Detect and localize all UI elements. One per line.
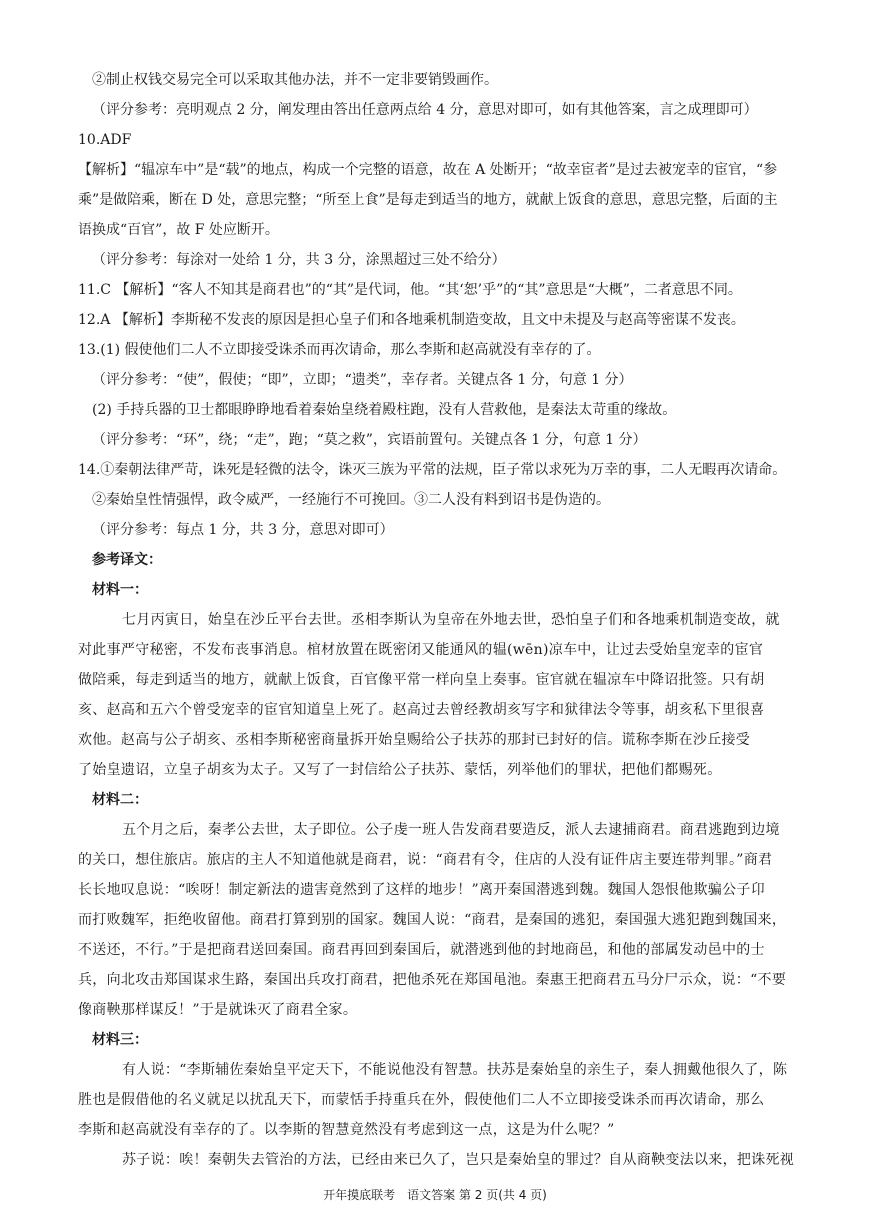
translation-heading: 参考译文： xyxy=(92,552,162,568)
answer-10: 10.ADF xyxy=(78,132,132,148)
answer-11: 11.C 【解析】“客人不知其是商君也”的“其”是代词，他。“其‘恕’乎”的“其”意思是“大概”，二者意思不同。 xyxy=(78,282,742,298)
analysis-10-line-2: 乘”是做陪乘，断在 D 处，意思完整；“所至上食”是每走到适当的地方，就献上饭食的意思，意思完整，后面的主 xyxy=(78,192,778,208)
material-2-line-4: 而打败魏军，拒绝收留他。商君打算到别的国家。魏国人说：“商君，是秦国的逃犯，秦国强大逃犯跑到魏国来， xyxy=(78,912,787,928)
scoring-note-10: （评分参考：每涂对一处给 1 分，共 3 分，涂黑超过三处不给分） xyxy=(92,252,506,268)
answer-13-part-1: 13.(1) 假使他们二人不立即接受诛杀而再次请命，那么李斯和赵高就没有幸存的了。 xyxy=(78,342,601,358)
material-1-line-3: 做陪乘，每走到适当的地方，就献上饭食，百官像平常一样向皇上奏事。宦官就在辒凉车中降诏批签。只有胡 xyxy=(78,672,765,688)
answer-14-line-2: ②秦始皇性情强悍，政令威严，一经施行不可挽回。③二人没有料到诏书是伪造的。 xyxy=(92,492,610,508)
material-3-line-3: 李斯和赵高就没有幸存的了。以李斯的智慧竟然没有考虑到这一点，这是为什么呢？” xyxy=(78,1122,615,1138)
material-2-line-3: 长长地叹息说：“唉呀！制定新法的遗害竟然到了这样的地步！”离开秦国潜逃到魏。魏国人怨恨他欺骗公子卬 xyxy=(78,882,766,898)
scoring-note-13-2: （评分参考：“环”，绕；“走”，跑；“莫之救”，宾语前置句。关键点各 1 分，句意 1 分） xyxy=(92,432,647,448)
analysis-10-line-3: 语换成“百官”，故 F 处应断开。 xyxy=(78,222,279,238)
material-2-line-6: 兵，向北攻击郑国谋求生路，秦国出兵攻打商君，把他杀死在郑国黾池。秦惠王把商君五马分尸示众，说：“不要 xyxy=(78,972,787,988)
scoring-note-13-1: （评分参考：“使”，假使；“即”，立即；“遗类”，幸存者。关键点各 1 分，句意 1 分） xyxy=(92,372,633,388)
scoring-note-9: （评分参考：亮明观点 2 分，阐发理由答出任意两点给 4 分，意思对即可，如有其他答案，言之成理即可） xyxy=(92,102,758,118)
answer-14-line-1: 14.①秦朝法律严苛，诛死是轻微的法令，诛灭三族为平常的法规，臣子常以求死为万幸的事，二人无暇再次请命。 xyxy=(78,462,787,478)
answer-12: 12.A 【解析】李斯秘不发丧的原因是担心皇子们和各地乘机制造变故，且文中未提及与赵高等密谋不发丧。 xyxy=(78,312,745,328)
material-1-line-1: 七月丙寅日，始皇在沙丘平台去世。丞相李斯认为皇帝在外地去世，恐怕皇子们和各地乘机制造变故，就 xyxy=(122,612,780,628)
material-1-line-5: 欢他。赵高与公子胡亥、丞相李斯秘密商量拆开始皇赐给公子扶苏的那封已封好的信。谎称李斯在沙丘接受 xyxy=(78,732,751,748)
material-3-heading: 材料三： xyxy=(92,1032,148,1048)
answer-9-point-2: ②制止权钱交易完全可以采取其他办法，并不一定非要销毁画作。 xyxy=(92,72,498,88)
material-3-line-2: 胜也是假借他的名义就足以扰乱天下，而蒙恬手持重兵在外，假使他们二人不立即接受诛杀而再次请命，那么 xyxy=(78,1092,765,1108)
material-1-line-4: 亥、赵高和五六个曾受宠幸的宦官知道皇上死了。赵高过去曾经教胡亥写字和狱律法令等事，胡亥私下里很喜 xyxy=(78,702,765,718)
page-footer: 开年摸底联考 语文答案 第 2 页(共 4 页) xyxy=(323,1188,547,1202)
analysis-10-line-1: 【解析】“辒凉车中”是“载”的地点，构成一个完整的语意，故在 A 处断开；“故幸宦者”是过去被宠幸的宦官，“参 xyxy=(78,162,778,178)
answer-13-part-2: (2) 手持兵器的卫士都眼睁睁地看着秦始皇绕着殿柱跑，没有人营救他，是秦法太苛重的缘故。 xyxy=(92,402,677,418)
material-3-line-4: 苏子说：唉！秦朝失去管治的方法，已经由来已久了，岂只是秦始皇的罪过？自从商鞅变法以来，把诛死视 xyxy=(122,1152,795,1168)
material-1-line-2: 对此事严守秘密，不发布丧事消息。棺材放置在既密闭又能通风的辒(wēn)凉车中，让过去受始皇宠幸的宦官 xyxy=(78,642,764,658)
material-2-line-1: 五个月之后，秦孝公去世，太子即位。公子虔一班人告发商君要造反，派人去逮捕商君。商君逃跑到边境 xyxy=(122,822,780,838)
material-2-line-5: 不送还，不行。”于是把商君送回秦国。商君再回到秦国后，就潜逃到他的封地商邑，和他的部属发动邑中的士 xyxy=(78,942,765,958)
scoring-note-14: （评分参考：每点 1 分，共 3 分，意思对即可） xyxy=(92,522,394,538)
material-2-line-7: 像商鞅那样谋反！”于是就诛灭了商君全家。 xyxy=(78,1002,358,1018)
material-1-heading: 材料一： xyxy=(92,582,148,598)
material-2-line-2: 的关口，想住旅店。旅店的主人不知道他就是商君，说：“商君有令，住店的人没有证件店主要连带判罪。”商君 xyxy=(78,852,773,868)
material-2-heading: 材料二： xyxy=(92,792,148,808)
material-3-line-1: 有人说：“李斯辅佐秦始皇平定天下，不能说他没有智慧。扶苏是秦始皇的亲生子，秦人拥戴他很久了，陈 xyxy=(122,1062,788,1078)
material-1-line-6: 了始皇遗诏，立皇子胡亥为太子。又写了一封信给公子扶苏、蒙恬，列举他们的罪状，把他们都赐死。 xyxy=(78,762,722,778)
